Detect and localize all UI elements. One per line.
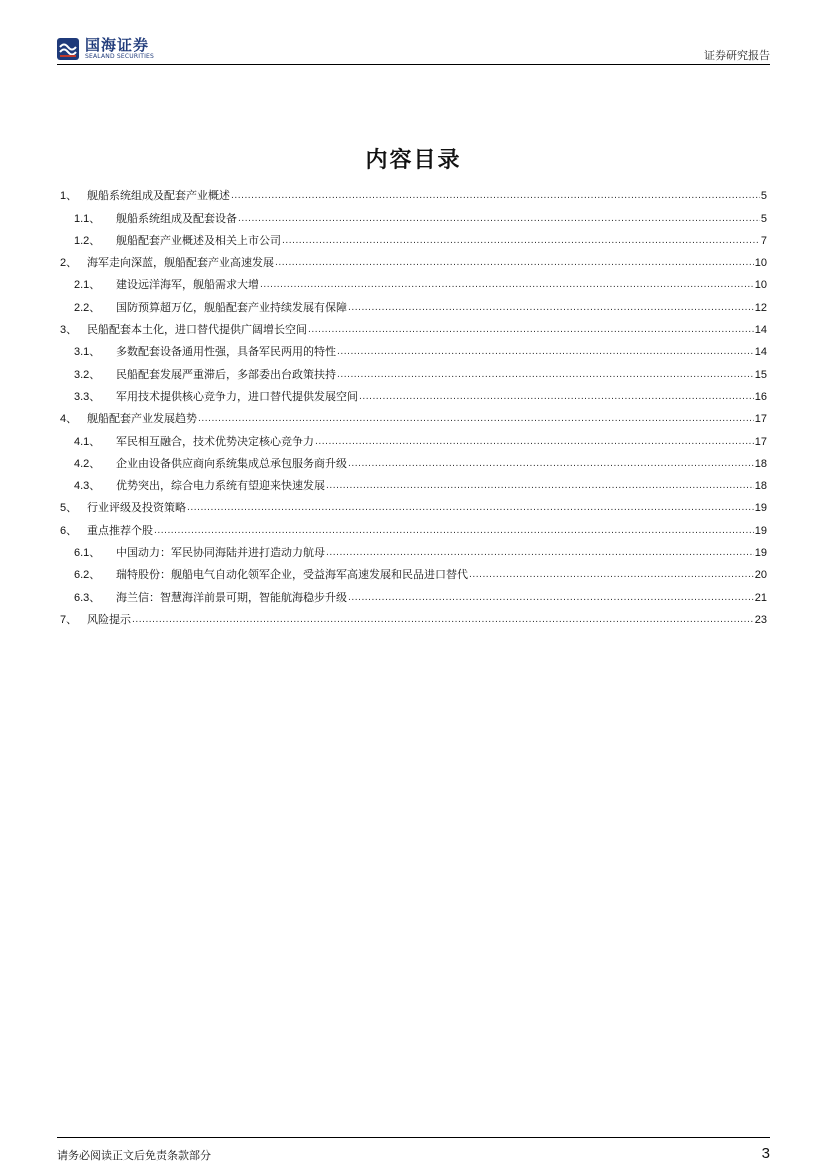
- toc-entry-number: 4、: [60, 413, 78, 426]
- toc-entry-page: 7: [760, 234, 767, 247]
- toc-entry-number: 5、: [60, 502, 78, 515]
- toc-entry-number: 2、: [60, 257, 78, 270]
- toc-entry[interactable]: [60, 203, 767, 225]
- toc-entry-label[interactable]: 优势突出，综合电力系统有望迎来快速发展: [116, 479, 325, 493]
- toc-dot-leader: [238, 211, 760, 226]
- toc-entry-label[interactable]: 舰船系统组成及配套产业概述: [87, 189, 230, 203]
- toc-entry[interactable]: [60, 382, 767, 404]
- toc-entry-number: 3、: [60, 324, 78, 337]
- report-type-label: 证券研究报告: [704, 49, 770, 62]
- toc-entry-number: 6.2、: [74, 569, 101, 582]
- toc-entry-page: 10: [754, 279, 767, 292]
- toc-entry-label[interactable]: 瑞特股份：舰船电气自动化领军企业，受益海军高速发展和民品进口替代: [116, 568, 468, 582]
- toc-entry-page: 19: [754, 524, 767, 537]
- toc-entry-label[interactable]: 海兰信：智慧海洋前景可期，智能航海稳步升级: [116, 590, 347, 604]
- sealand-logo-icon: [57, 38, 79, 60]
- toc-dot-leader: [469, 567, 754, 582]
- toc-entry-page: 16: [754, 390, 767, 403]
- toc-entry-label[interactable]: 企业由设备供应商向系统集成总承包服务商升级: [116, 456, 347, 470]
- toc-entry[interactable]: [60, 270, 767, 292]
- toc-entry-page: 5: [760, 212, 767, 225]
- toc-entry-label[interactable]: 舰船配套产业概述及相关上市公司: [116, 233, 281, 247]
- toc-entry-number: 6.1、: [74, 547, 101, 560]
- toc-entry-page: 19: [754, 547, 767, 560]
- toc-title: 内容目录: [365, 148, 462, 173]
- toc-dot-leader: [359, 389, 754, 404]
- toc-dot-leader: [348, 590, 754, 605]
- toc-entry-label[interactable]: 民船配套本土化，进口替代提供广阔增长空间: [87, 323, 307, 337]
- toc-entry[interactable]: [60, 359, 767, 381]
- toc-entry[interactable]: [60, 181, 767, 203]
- toc-entry[interactable]: [60, 404, 767, 426]
- toc-entry[interactable]: [60, 493, 767, 515]
- toc-entry-page: 18: [754, 480, 767, 493]
- header-divider: [57, 64, 770, 65]
- logo-name-cn: 国海证券: [85, 36, 150, 54]
- toc-entry-page: 19: [754, 502, 767, 515]
- toc-dot-leader: [198, 411, 754, 426]
- toc-dot-leader: [348, 456, 754, 471]
- toc-dot-leader: [337, 367, 754, 382]
- toc-dot-leader: [315, 434, 754, 449]
- toc-entry-page: 21: [754, 591, 767, 604]
- toc-entry[interactable]: [60, 449, 767, 471]
- toc-entry-number: 4.3、: [74, 480, 101, 493]
- toc-entry-number: 7、: [60, 613, 78, 626]
- toc-entry[interactable]: [60, 560, 767, 582]
- toc-dot-leader: [282, 233, 760, 248]
- toc-dot-leader: [275, 255, 754, 270]
- table-of-contents: [60, 181, 767, 627]
- toc-entry-page: 14: [754, 346, 767, 359]
- footer-divider: [57, 1137, 770, 1138]
- toc-entry-page: 5: [760, 190, 767, 203]
- toc-entry-number: 1、: [60, 190, 78, 203]
- toc-entry-number: 2.1、: [74, 279, 101, 292]
- toc-entry[interactable]: [60, 292, 767, 314]
- toc-entry[interactable]: [60, 605, 767, 627]
- toc-dot-leader: [231, 188, 760, 203]
- toc-entry-page: 23: [754, 613, 767, 626]
- page-number: 3: [761, 1145, 770, 1162]
- toc-entry-label[interactable]: 军民相互融合，技术优势决定核心竞争力: [116, 434, 314, 448]
- toc-entry-label[interactable]: 军用技术提供核心竞争力，进口替代提供发展空间: [116, 389, 358, 403]
- toc-entry-label[interactable]: 海军走向深蓝，舰船配套产业高速发展: [87, 256, 274, 270]
- toc-entry-label[interactable]: 舰船系统组成及配套设备: [116, 211, 237, 225]
- toc-entry-number: 3.2、: [74, 368, 101, 381]
- logo-name-en: SEALAND SECURITIES: [85, 53, 155, 60]
- toc-entry-number: 1.1、: [74, 212, 101, 225]
- toc-entry-number: 1.2、: [74, 234, 101, 247]
- toc-entry[interactable]: [60, 426, 767, 448]
- toc-entry-page: 10: [754, 257, 767, 270]
- toc-entry-page: 20: [754, 569, 767, 582]
- toc-entry-number: 6、: [60, 524, 78, 537]
- toc-entry-page: 14: [754, 324, 767, 337]
- toc-entry-number: 3.3、: [74, 390, 101, 403]
- toc-entry-label[interactable]: 风险提示: [87, 612, 131, 626]
- toc-entry-label[interactable]: 建设远洋海军，舰船需求大增: [116, 278, 259, 292]
- toc-entry[interactable]: [60, 337, 767, 359]
- toc-entry[interactable]: [60, 226, 767, 248]
- toc-dot-leader: [348, 300, 754, 315]
- toc-dot-leader: [326, 545, 754, 560]
- toc-entry-page: 12: [754, 301, 767, 314]
- toc-entry-number: 6.3、: [74, 591, 101, 604]
- toc-entry-number: 3.1、: [74, 346, 101, 359]
- toc-entry-number: 2.2、: [74, 301, 101, 314]
- toc-entry-page: 17: [754, 413, 767, 426]
- toc-dot-leader: [260, 277, 754, 292]
- toc-entry[interactable]: [60, 515, 767, 537]
- toc-entry-page: 17: [754, 435, 767, 448]
- toc-entry-number: 4.2、: [74, 457, 101, 470]
- toc-dot-leader: [187, 500, 754, 515]
- toc-entry-label[interactable]: 中国动力：军民协同海陆并进打造动力航母: [116, 546, 325, 560]
- toc-entry-label[interactable]: 重点推荐个股: [87, 523, 153, 537]
- toc-dot-leader: [308, 322, 754, 337]
- company-logo: [57, 36, 154, 62]
- toc-entry[interactable]: [60, 315, 767, 337]
- toc-entry[interactable]: [60, 471, 767, 493]
- toc-dot-leader: [132, 612, 754, 627]
- toc-entry[interactable]: [60, 582, 767, 604]
- toc-entry-label[interactable]: 民船配套发展严重滞后，多部委出台政策扶持: [116, 367, 336, 381]
- toc-entry-label[interactable]: 舰船配套产业发展趋势: [87, 412, 197, 426]
- toc-entry-number: 4.1、: [74, 435, 101, 448]
- toc-entry[interactable]: [60, 538, 767, 560]
- toc-entry-label[interactable]: 行业评级及投资策略: [87, 501, 186, 515]
- toc-entry-label[interactable]: 多数配套设备通用性强，具备军民两用的特性: [116, 345, 336, 359]
- toc-entry-page: 15: [754, 368, 767, 381]
- toc-entry[interactable]: [60, 248, 767, 270]
- toc-dot-leader: [154, 523, 754, 538]
- toc-entry-label[interactable]: 国防预算超万亿，舰船配套产业持续发展有保障: [116, 300, 347, 314]
- disclaimer-note: 请务必阅读正文后免责条款部分: [57, 1149, 211, 1162]
- toc-dot-leader: [337, 344, 754, 359]
- toc-dot-leader: [326, 478, 754, 493]
- toc-entry-page: 18: [754, 457, 767, 470]
